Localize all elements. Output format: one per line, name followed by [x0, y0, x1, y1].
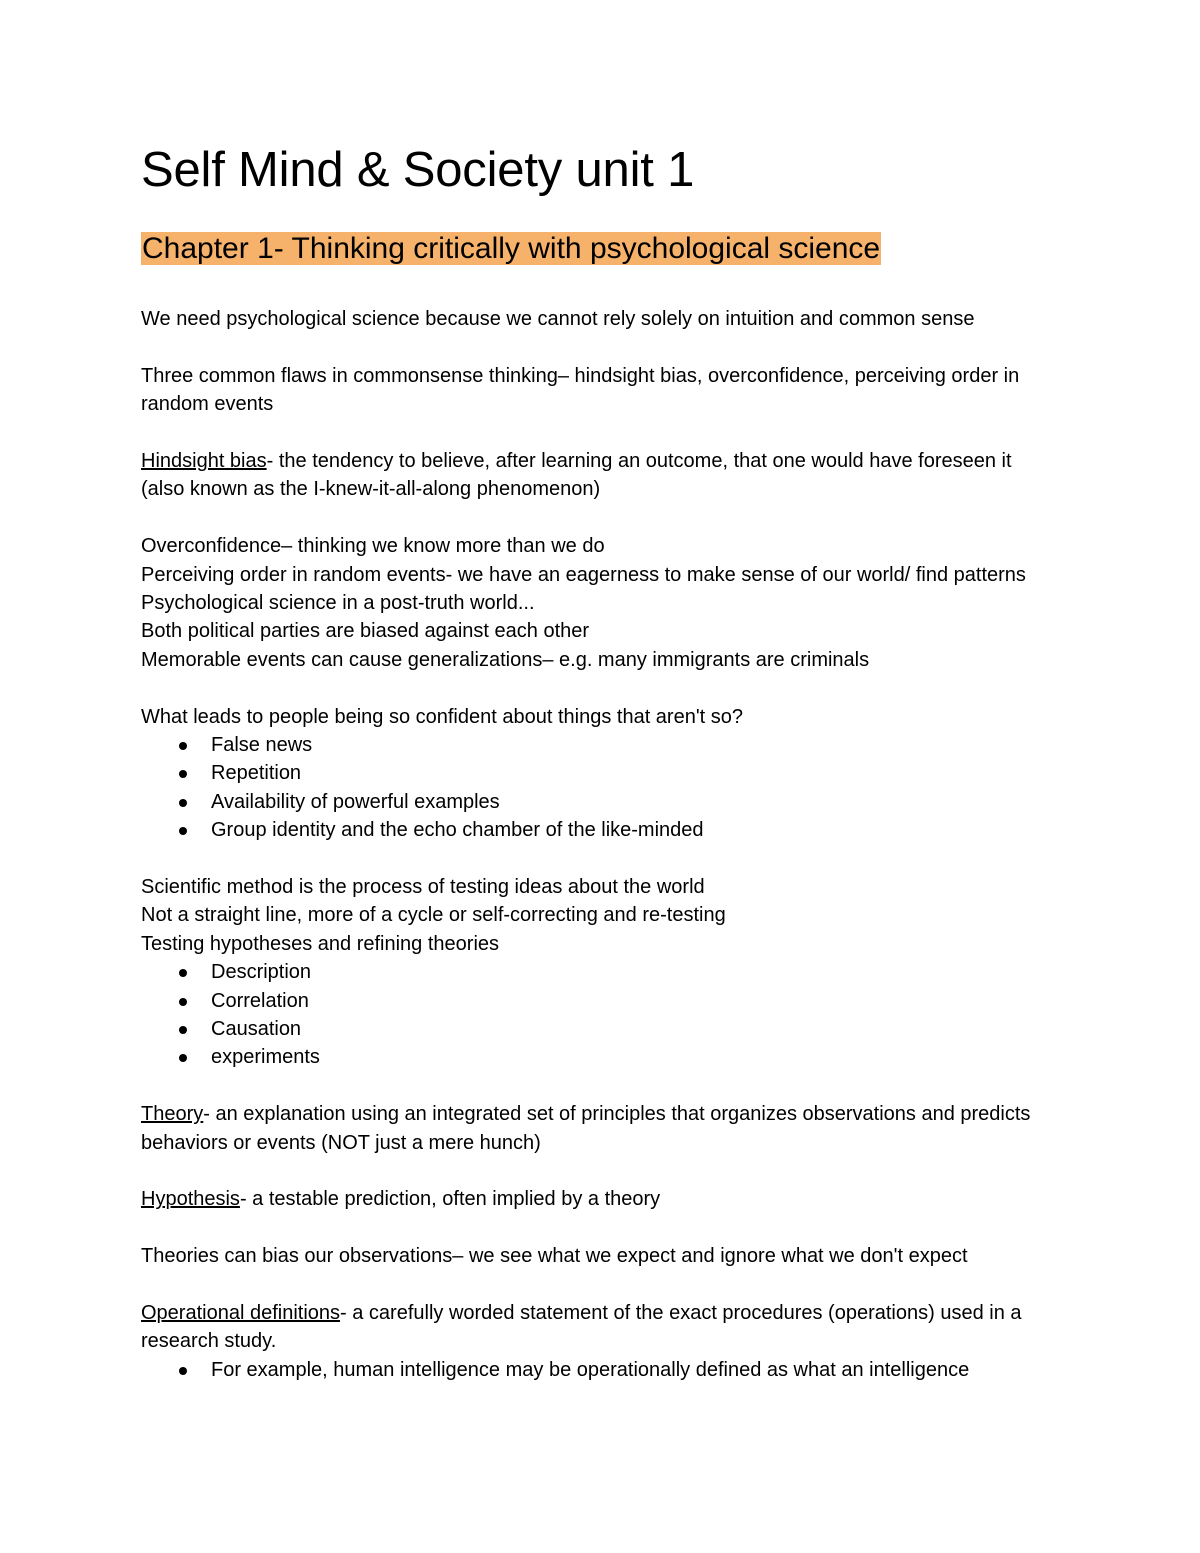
hindsight-text: - the tendency to believe, after learning an outcome, that one would have foreseen it (also known as the I-knew-it-all-along phenomenon)	[141, 450, 1012, 501]
confidence-list	[141, 731, 1060, 845]
operational-term: Operational definitions	[141, 1302, 341, 1325]
hypothesis-term: Hypothesis	[141, 1188, 240, 1211]
intro-paragraph: We need psychological science because we cannot rely solely on intuition and common sense	[141, 308, 975, 330]
flaws-paragraph: Three common flaws in commonsense thinking– hindsight bias, overconfidence, perceiving order in random events	[141, 364, 1020, 416]
hindsight-definition	[141, 447, 1060, 504]
list-item: False news	[211, 731, 1060, 759]
note-line: Both political parties are biased against each other	[141, 620, 590, 643]
note-line: Testing hypotheses and refining theories	[141, 932, 500, 955]
list-item: Availability of powerful examples	[211, 788, 1060, 816]
chapter-heading-highlight: Chapter 1- Thinking critically with psychological science	[142, 232, 881, 265]
note-line: Scientific method is the process of testing ideas about the world	[141, 876, 705, 899]
theory-term: Theory	[141, 1103, 204, 1126]
note-line: Not a straight line, more of a cycle or self-correcting and re-testing	[141, 904, 726, 927]
operational-definition	[141, 1299, 1060, 1356]
note-line: Psychological science in a post-truth world...	[141, 592, 535, 615]
bias-paragraph: Theories can bias our observations– we see what we expect and ignore what we don't expect	[141, 1245, 968, 1268]
hindsight-term: Hindsight bias	[141, 450, 267, 472]
theory-text: - an explanation using an integrated set of principles that organizes observations and predicts behaviors or events (NOT just a mere hunch)	[141, 1103, 1031, 1154]
list-item: Description	[211, 958, 1060, 986]
list-item: Group identity and the echo chamber of the like-minded	[211, 816, 1060, 844]
document-body	[141, 271, 1060, 1384]
method-list	[141, 958, 1060, 1072]
list-item: Correlation	[211, 987, 1060, 1015]
list-item: Causation	[211, 1015, 1060, 1043]
list-item: Repetition	[211, 759, 1060, 787]
hypothesis-text: - a testable prediction, often implied by a theory	[239, 1188, 661, 1211]
theory-definition	[141, 1100, 1060, 1157]
document-title: Self Mind & Society unit 1	[141, 143, 695, 197]
chapter-heading	[141, 227, 1060, 271]
operational-text: - a carefully worded statement of the exact procedures (operations) used in a research study.	[141, 1302, 1022, 1353]
list-item: experiments	[211, 1043, 1060, 1071]
question-line: What leads to people being so confident about things that aren't so?	[141, 705, 744, 728]
note-line: Overconfidence– thinking we know more than we do	[141, 535, 605, 558]
operational-list	[141, 1356, 1060, 1384]
list-item: For example, human intelligence may be operationally defined as what an intelligence	[211, 1356, 1060, 1384]
note-line: Memorable events can cause generalizations– e.g. many immigrants are criminals	[141, 648, 870, 671]
hypothesis-definition	[141, 1185, 1060, 1213]
note-line: Perceiving order in random events- we have an eagerness to make sense of our world/ find patterns	[141, 563, 1026, 586]
